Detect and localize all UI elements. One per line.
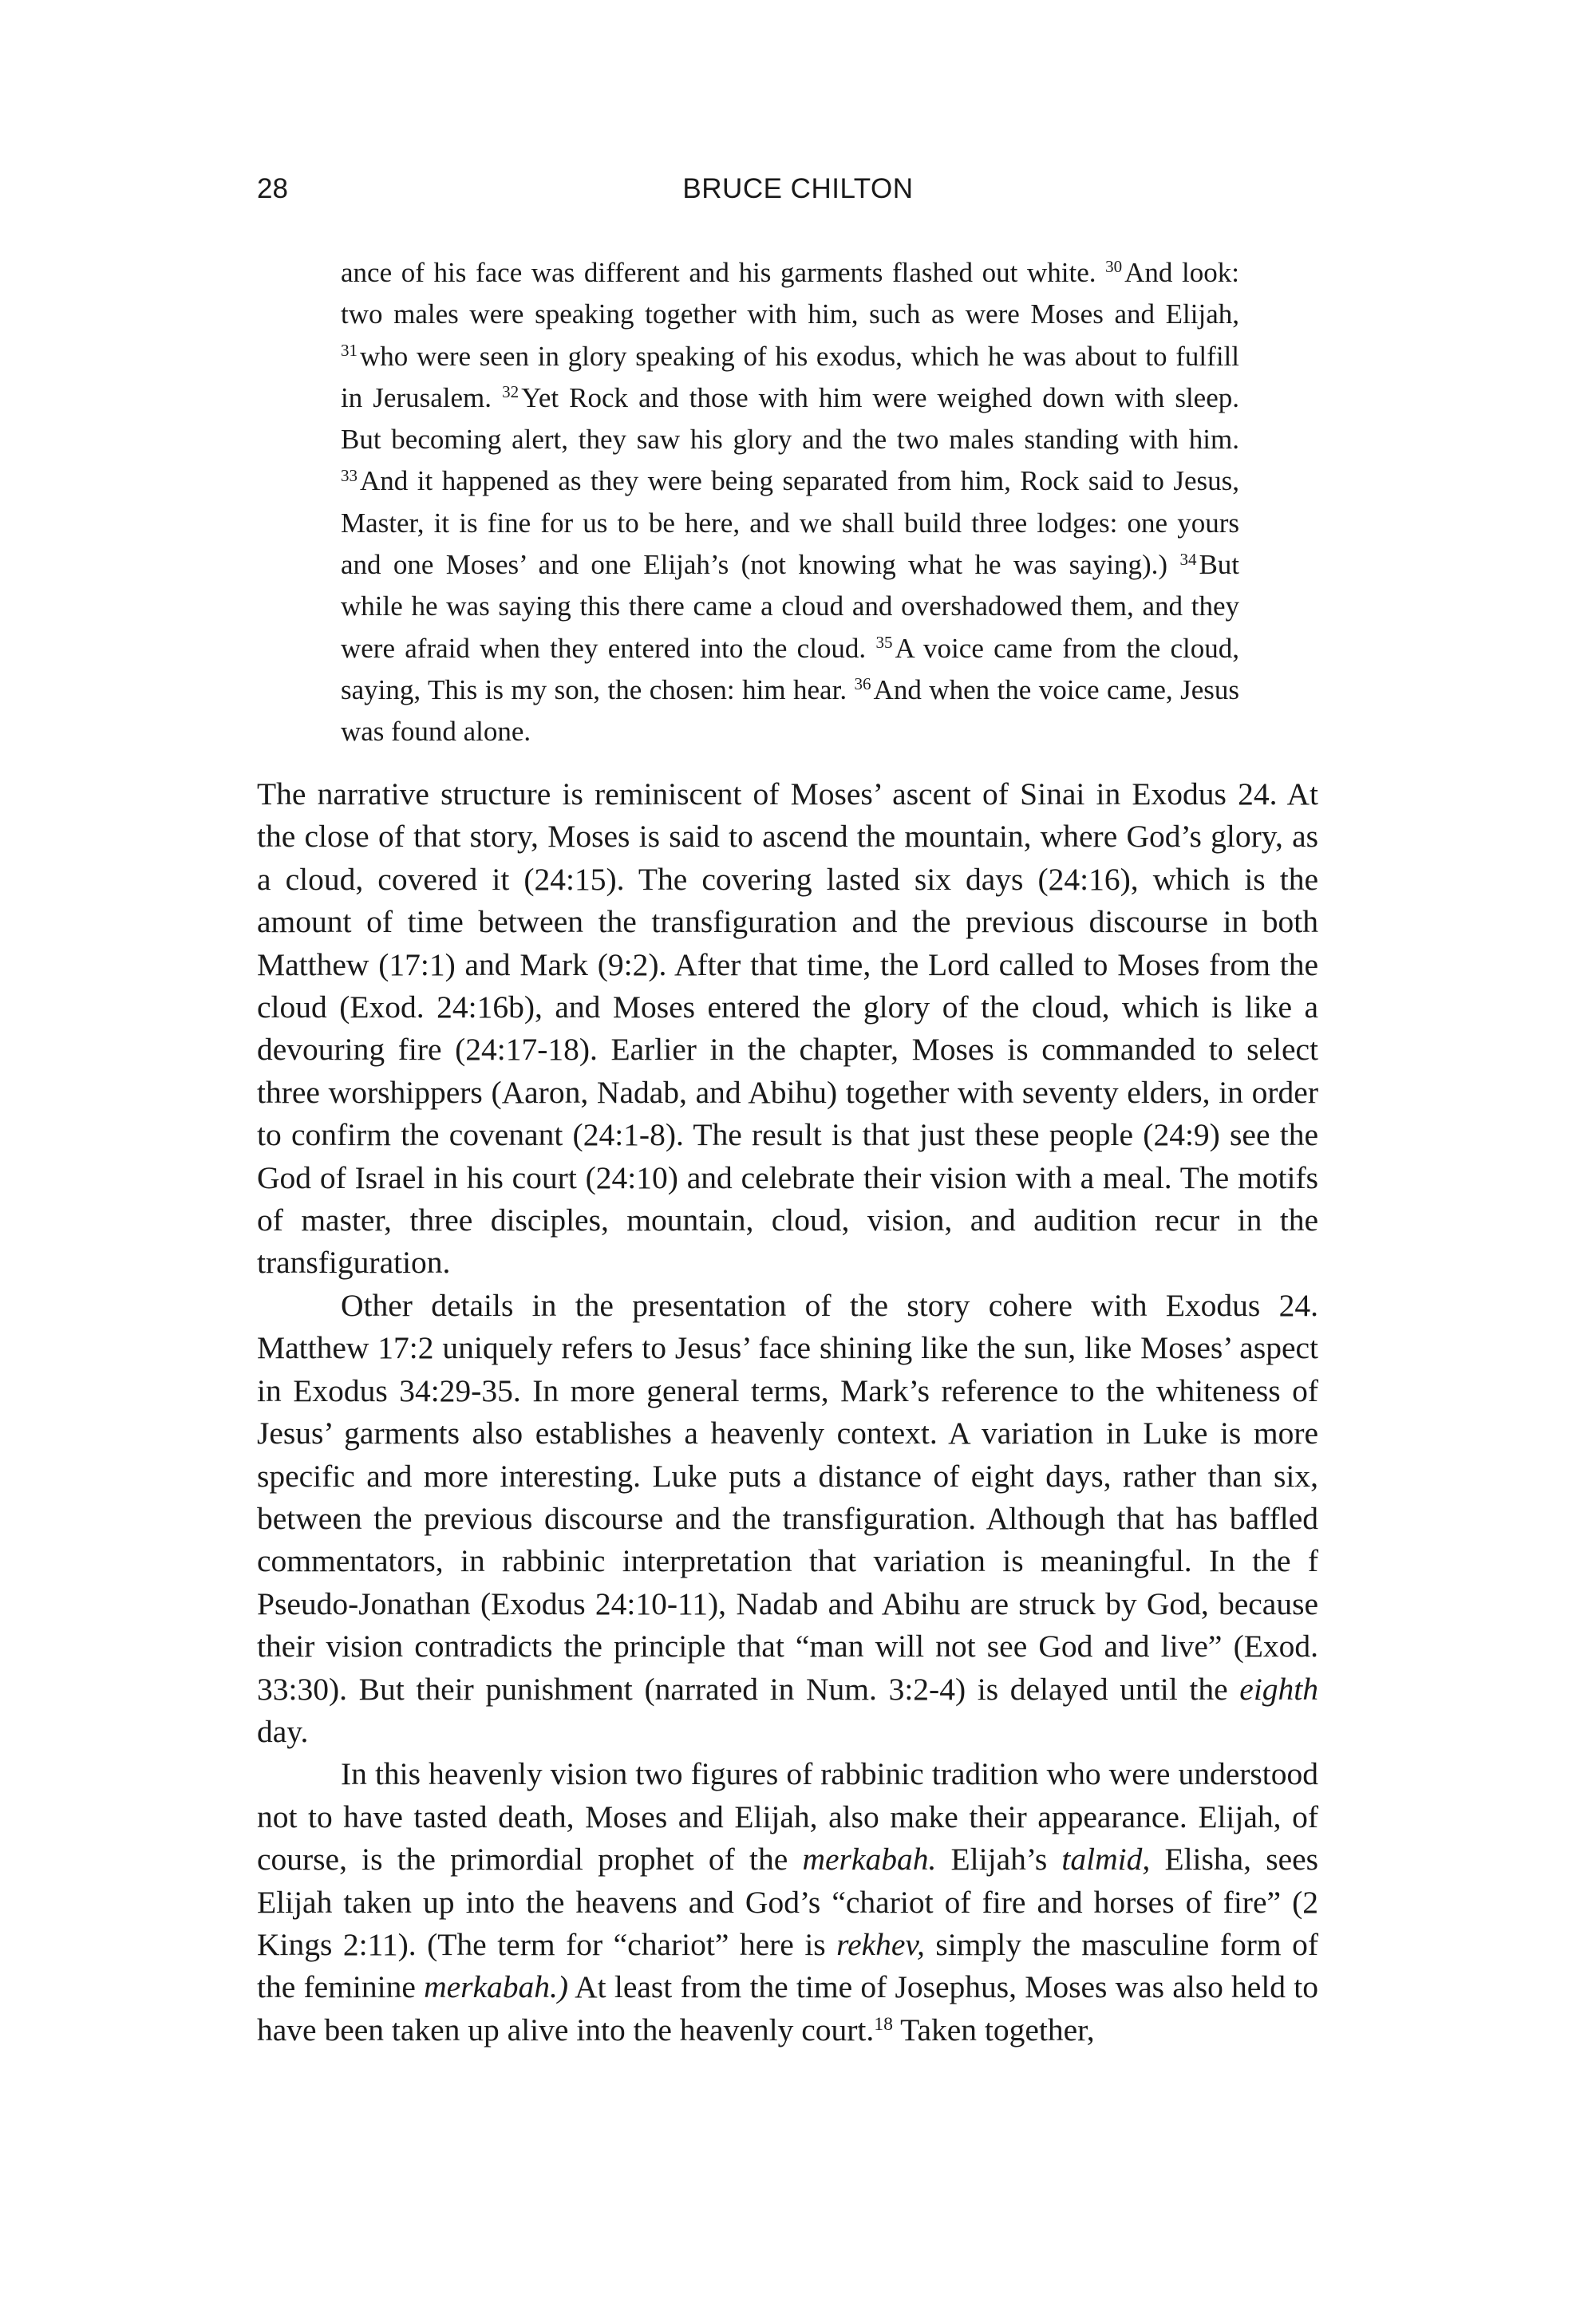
paragraph-3 xyxy=(257,1753,1318,2051)
footnote-marker: 18 xyxy=(874,2013,893,2035)
paragraph-text: Taken together, xyxy=(900,2012,1095,2047)
page-number: 28 xyxy=(257,173,288,204)
verse-number: 30 xyxy=(1105,257,1123,277)
paragraph-text: At least from the time of Josephus, Moses was also held to have been taken up alive into the heavenly court. xyxy=(257,1969,1319,2047)
italic-term: merkabah.) xyxy=(424,1969,569,2005)
italic-term: merkabah. xyxy=(802,1842,937,1878)
italic-term: eighth xyxy=(1239,1671,1319,1707)
paragraph-text: day. xyxy=(257,1713,309,1749)
quote-text: who were seen in glory speaking of his exodus, which he was about to fulfill in Jerusalem. xyxy=(341,340,1239,413)
paragraph-text: simply the masculine form of the feminine xyxy=(257,1926,1319,2005)
paragraph-2 xyxy=(257,1285,1318,1753)
italic-term: rekhev, xyxy=(836,1926,925,1962)
paragraph-text: Other details in the presentation of the story cohere with Exodus 24. Matthew 17:2 uniquely refers to Jesus’ face shining like the sun, like Moses’ aspect in Exodus 34:29-35. In more general terms, Mark’s reference to the whiteness of Jesus’ garments also establishes a heavenly context. A variation in Luke is more specific and more interesting. Luke puts a distance of eight days, rather than six, between the previous discourse and the transfiguration. Although that has baffled commentators, in rabbinic interpretation that variation is meaningful. In the f Pseudo-Jonathan (Exodus 24:10-11), Nadab and Abihu are struck by God, because their vision contradicts the principle that “man will not see God and live” (Exod. 33:30). But their punishment (narrated in Num. 3:2-4) is delayed until the xyxy=(257,1287,1318,1707)
paragraph-text: Elijah’s xyxy=(950,1842,1048,1878)
quote-text: Yet Rock and those with him were weighed down with sleep. But becoming alert, they saw his glory and the two males standing with him. xyxy=(341,381,1239,456)
quote-text: And it happened as they were being separated from him, Rock said to Jesus, Master, it is fine for us to be here, and we shall build three lodges: one yours and one Moses’ and one Elijah’s (not knowing what he was saying).) xyxy=(341,465,1239,581)
paragraph-text: In this heavenly vision two figures of rabbinic tradition who were understood not to have tasted death, Moses and Elijah, also make their appearance. Elijah, of course, is the primordial prophet of the xyxy=(257,1756,1318,1878)
running-title: BRUCE CHILTON xyxy=(682,173,914,204)
quote-text: ance of his face was different and his garments flashed out white. xyxy=(341,257,1096,288)
verse-number: 31 xyxy=(341,341,358,361)
verse-number: 36 xyxy=(854,674,871,694)
body-text xyxy=(257,773,1318,2051)
verse-number: 35 xyxy=(875,633,893,653)
verse-number: 32 xyxy=(502,382,519,402)
block-quote xyxy=(341,252,1239,753)
quote-text: And look: two males were speaking together with him, such as were Moses and Elijah, xyxy=(341,257,1240,330)
verse-number: 34 xyxy=(1179,549,1197,569)
paragraph-text: Elisha, sees Elijah taken up into the heavens and God’s “chariot of fire and horses of fire” (2 Kings 2:11). (The term for “chariot” here is xyxy=(257,1842,1319,1962)
quote-text: A voice came from the cloud, saying, This is my son, the chosen: him hear. xyxy=(341,632,1240,705)
quote-text: But while he was saying this there came a cloud and overshadowed them, and they were afraid when they entered into the cloud. xyxy=(341,549,1240,664)
quote-text: And when the voice came, Jesus was found alone. xyxy=(341,673,1239,748)
paragraph-1: The narrative structure is reminiscent of Moses’ ascent of Sinai in Exodus 24. At the close of that story, Moses is said to ascend the mountain, where God’s glory, as a cloud, covered it (24:15). The covering lasted six days (24:16), which is the amount of time between the transfiguration and the previous discourse in both Matthew (17:1) and Mark (9:2). After that time, the Lord called to Moses from the cloud (Exod. 24:16b), and Moses entered the glory of the cloud, which is like a devouring fire (24:17-18). Earlier in the chapter, Moses is commanded to select three worshippers (Aaron, Nadab, and Abihu) together with seventy elders, in order to confirm the covenant (24:1-8). The result is that just these people (24:9) see the God of Israel in his court (24:10) and celebrate their vision with a meal. The motifs of master, three disciples, mountain, cloud, vision, and audition recur in the transfiguration. xyxy=(257,776,1318,1281)
running-head xyxy=(257,169,1339,209)
italic-term: talmid, xyxy=(1061,1842,1151,1878)
verse-number: 33 xyxy=(341,465,358,485)
